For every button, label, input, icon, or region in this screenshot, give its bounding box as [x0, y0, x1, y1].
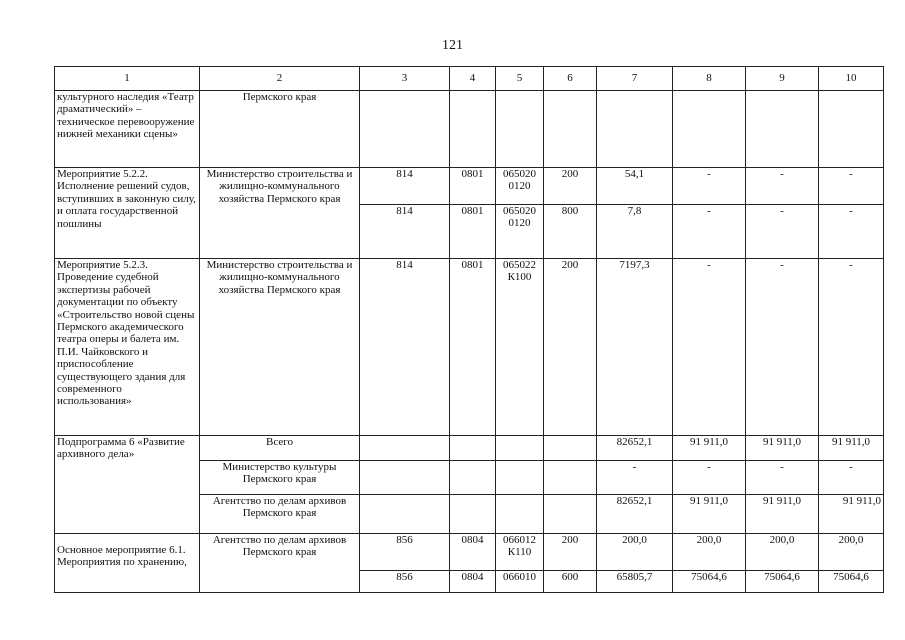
amount-cell: 91 911,0 [819, 495, 884, 534]
header-cell: 5 [496, 67, 544, 91]
executor-cell: Министерство строительства и жилищно-коммунального хозяйства Пермского края [200, 168, 360, 259]
page-number: 121 [442, 38, 463, 53]
expense-type-cell: 200 [544, 259, 597, 436]
amount-cell: - [673, 461, 746, 495]
section-cell: 0801 [450, 205, 496, 259]
amount-cell: - [673, 168, 746, 205]
section-cell: 0801 [450, 168, 496, 205]
header-cell: 3 [360, 67, 450, 91]
amount-cell: - [819, 259, 884, 436]
section-cell: 0804 [450, 571, 496, 593]
amount-cell: 7,8 [597, 205, 673, 259]
target-article-cell: 066012 К110 [496, 534, 544, 571]
amount-cell: 91 911,0 [673, 436, 746, 461]
amount-cell: - [673, 259, 746, 436]
row-name-cell: культурного наследия «Театр драматический» – техническое перевооружение нижней механики сцены» [55, 91, 200, 168]
executor-cell: Агентство по делам архивов Пермского края [200, 495, 360, 534]
kvsr-cell: 814 [360, 259, 450, 436]
table-row [55, 168, 884, 205]
header-cell: 2 [200, 67, 360, 91]
section-cell: 0801 [450, 259, 496, 436]
amount-cell: 200,0 [673, 534, 746, 571]
executor-cell: Министерство культуры Пермского края [200, 461, 360, 495]
expense-type-cell: 200 [544, 534, 597, 571]
section-cell: 0804 [450, 534, 496, 571]
amount-cell: 82652,1 [597, 495, 673, 534]
amount-cell: 65805,7 [597, 571, 673, 593]
table-row [55, 534, 884, 571]
executor-cell: Министерство строительства и жилищно-коммунального хозяйства Пермского края [200, 259, 360, 436]
header-cell: 1 [55, 67, 200, 91]
amount-cell: 54,1 [597, 168, 673, 205]
amount-cell: - [746, 259, 819, 436]
header-cell: 9 [746, 67, 819, 91]
table-row [55, 91, 884, 168]
amount-cell: 91 911,0 [819, 436, 884, 461]
header-cell: 4 [450, 67, 496, 91]
expense-type-cell: 600 [544, 571, 597, 593]
amount-cell: 82652,1 [597, 436, 673, 461]
header-row [55, 67, 884, 91]
amount-cell: - [819, 461, 884, 495]
kvsr-cell: 814 [360, 205, 450, 259]
amount-cell: 75064,6 [819, 571, 884, 593]
row-name-cell: Основное мероприятие 6.1. Мероприятия по хранению, [55, 534, 200, 593]
target-article-cell: 065022 К100 [496, 259, 544, 436]
target-article-cell: 065020 0120 [496, 205, 544, 259]
amount-cell: - [673, 205, 746, 259]
amount-cell: 200,0 [597, 534, 673, 571]
expense-type-cell: 200 [544, 168, 597, 205]
amount-cell: 7197,3 [597, 259, 673, 436]
amount-cell: - [746, 461, 819, 495]
executor-cell: Пермского края [200, 91, 360, 168]
amount-cell: 91 911,0 [746, 495, 819, 534]
amount-cell: - [746, 168, 819, 205]
executor-cell: Всего [200, 436, 360, 461]
header-cell: 8 [673, 67, 746, 91]
budget-table [54, 66, 884, 593]
amount-cell: 75064,6 [673, 571, 746, 593]
row-name-cell: Мероприятие 5.2.2. Исполнение решений судов, вступивших в законную силу, и оплата государственной пошлины [55, 168, 200, 259]
kvsr-cell: 814 [360, 168, 450, 205]
amount-cell: - [819, 168, 884, 205]
target-article-cell: 066010 [496, 571, 544, 593]
target-article-cell: 065020 0120 [496, 168, 544, 205]
table-row [55, 436, 884, 461]
table-row [55, 259, 884, 436]
amount-cell: - [746, 205, 819, 259]
amount-cell: 200,0 [746, 534, 819, 571]
kvsr-cell: 856 [360, 534, 450, 571]
header-cell: 6 [544, 67, 597, 91]
expense-type-cell: 800 [544, 205, 597, 259]
kvsr-cell: 856 [360, 571, 450, 593]
amount-cell: - [819, 205, 884, 259]
amount-cell: 75064,6 [746, 571, 819, 593]
amount-cell: 91 911,0 [673, 495, 746, 534]
header-cell: 10 [819, 67, 884, 91]
amount-cell: - [597, 461, 673, 495]
executor-cell: Агентство по делам архивов Пермского края [200, 534, 360, 593]
row-name-cell: Мероприятие 5.2.3. Проведение судебной экспертизы рабочей документации по объекту «Строительство новой сцены Пермского академического театра оперы и балета им. П.И. Чайковского и приспособление существующего здания для современного использования» [55, 259, 200, 436]
amount-cell: 200,0 [819, 534, 884, 571]
row-name-cell: Подпрограмма 6 «Развитие архивного дела» [55, 436, 200, 534]
header-cell: 7 [597, 67, 673, 91]
amount-cell: 91 911,0 [746, 436, 819, 461]
